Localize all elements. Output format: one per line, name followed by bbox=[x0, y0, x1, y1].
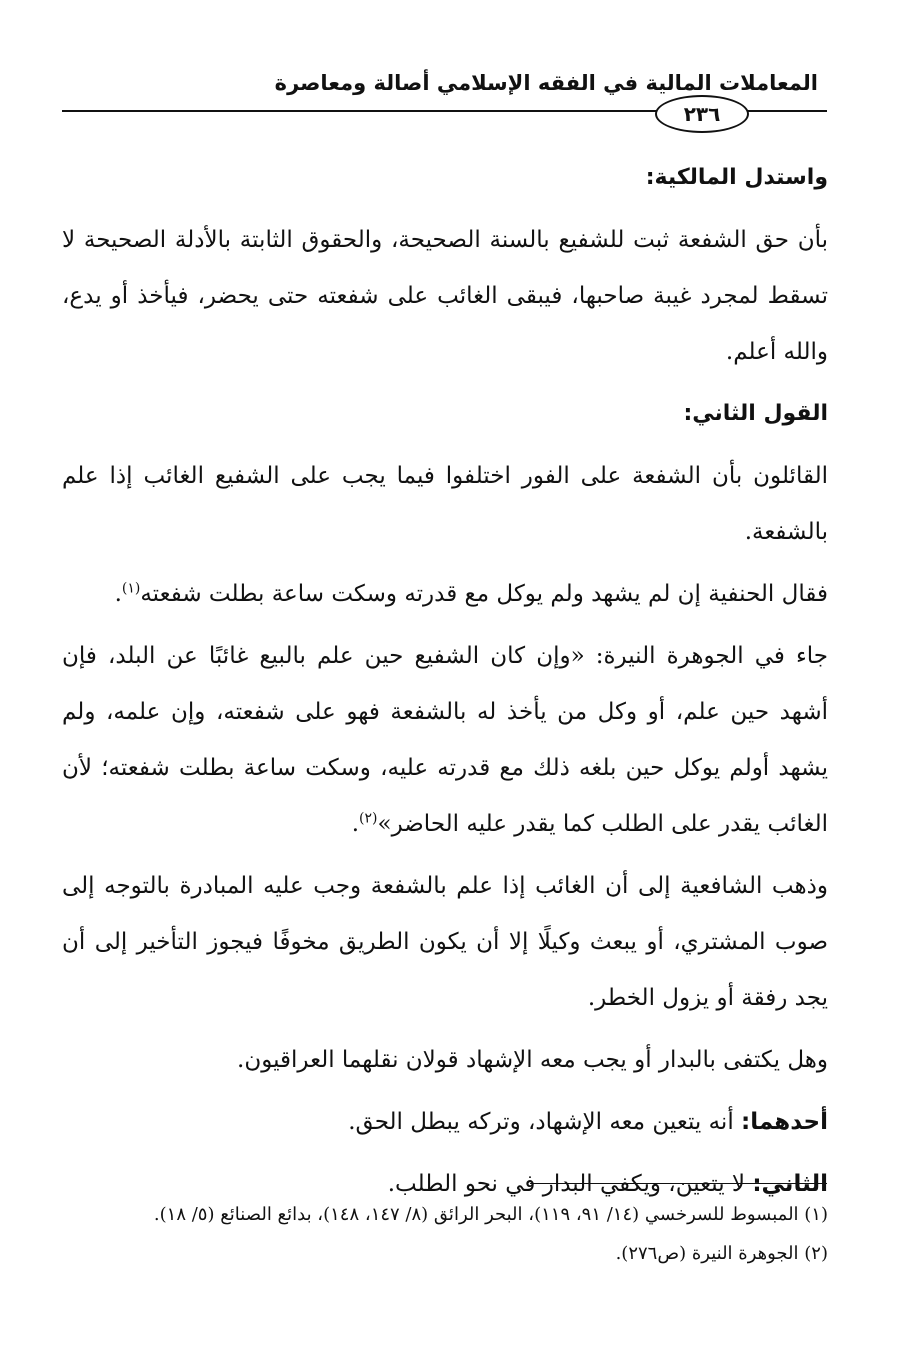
heading-malikiyya: واستدل المالكية: bbox=[645, 165, 828, 190]
footnote-ref-2: (٢) bbox=[359, 810, 378, 827]
main-text bbox=[62, 150, 828, 1218]
paragraph-jawhara-quote bbox=[62, 628, 828, 852]
paragraph-hanafiyya-text: فقال الحنفية إن لم يشهد ولم يوكل مع قدرته وسكت ساعة بطلت شفعته bbox=[140, 581, 828, 607]
second-view-text: لا يتعين، ويكفي البدار في نحو الطلب. bbox=[387, 1171, 753, 1197]
paragraph-hanafiyya-end: . bbox=[114, 581, 122, 607]
paragraph-jawhara-end: . bbox=[351, 811, 360, 837]
paragraph-immediacy: القائلون بأن الشفعة على الفور اختلفوا فيما يجب على الشفيع الغائب إذا علم بالشفعة. bbox=[62, 463, 828, 545]
footnote-1: (١) المبسوط للسرخسي (١٤/ ٩١، ١١٩)، البحر الرائق (٨/ ١٤٧، ١٤٨)، بدائع الصنائع (٥/ ١٨). bbox=[153, 1204, 828, 1225]
paragraph-jawhara-text: جاء في الجوهرة النيرة: «وإن كان الشفيع حين علم بالبيع غائبًا عن البلد، فإن أشهد حين علم، أو وكل من يأخذ له بالشفعة فهو على شفعته، وإن علمه، ولم يشهد أولم يوكل حين بلغه ذلك مع قدرته عليه، وسكت ساعة بطلت شفعته؛ لأن الغائب يقدر على الطلب كما يقدر عليه الحاضر» bbox=[62, 643, 828, 837]
heading-second-opinion: القول الثاني: bbox=[683, 401, 828, 426]
second-view-term: الثاني: bbox=[752, 1171, 828, 1197]
footnote-rule bbox=[530, 1183, 827, 1184]
footnote-ref-1: (١) bbox=[121, 580, 141, 597]
paragraph-shafiiyya: وذهب الشافعية إلى أن الغائب إذا علم بالشفعة وجب عليه المبادرة بالتوجه إلى صوب المشتري، أو يبعث وكيلًا إلا أن يكون الطريق مخوفًا فيجوز التأخير إلى أن يجد رفقة أو يزول الخطر. bbox=[62, 873, 828, 1011]
first-view-text: أنه يتعين معه الإشهاد، وتركه يبطل الحق. bbox=[348, 1109, 742, 1135]
running-title: المعاملات المالية في الفقه الإسلامي أصالة ومعاصرة bbox=[274, 71, 818, 95]
paragraph-hanafiyya bbox=[62, 566, 828, 622]
first-view-term: أحدهما: bbox=[741, 1109, 828, 1135]
footnotes bbox=[62, 1198, 828, 1276]
footnote-2: (٢) الجوهرة النيرة (ص٢٧٦). bbox=[615, 1243, 828, 1264]
page-number: ٢٣٦ bbox=[655, 95, 749, 133]
paragraph-two-views: وهل يكتفى بالبدار أو يجب معه الإشهاد قولان نقلهما العراقيون. bbox=[237, 1047, 828, 1073]
paragraph-first-view bbox=[62, 1094, 828, 1150]
paragraph-evidence: بأن حق الشفعة ثبت للشفيع بالسنة الصحيحة، والحقوق الثابتة بالأدلة الصحيحة لا تسقط لمجرد غيبة صاحبها، فيبقى الغائب على شفعته حتى يحضر، فيأخذ أو يدع، والله أعلم. bbox=[62, 227, 828, 365]
